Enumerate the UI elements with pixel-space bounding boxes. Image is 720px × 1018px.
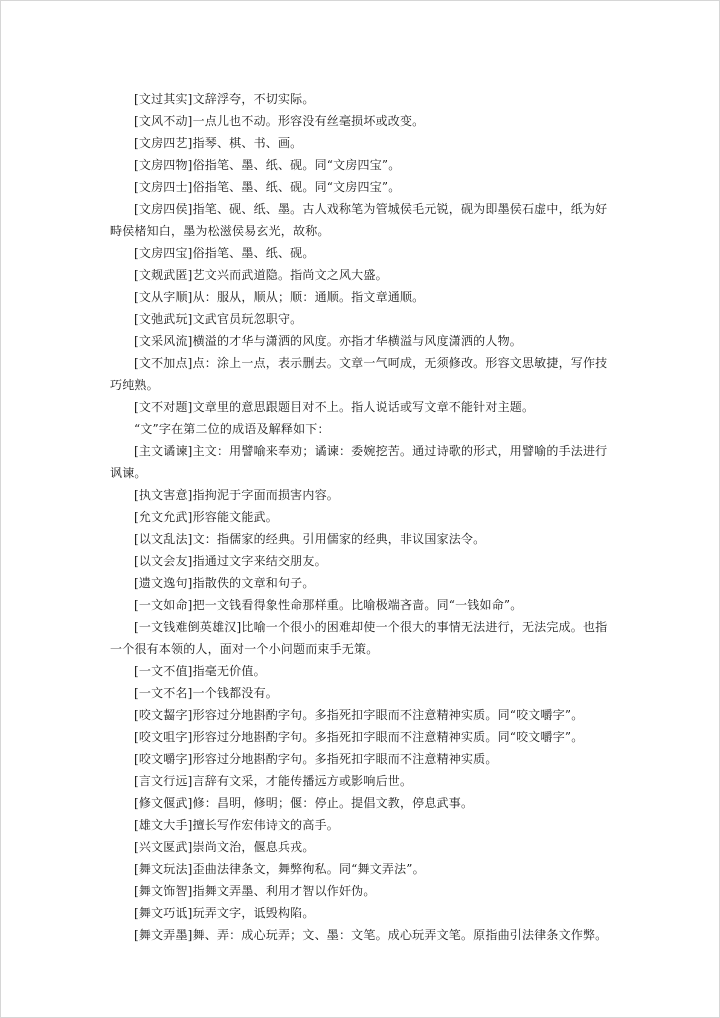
entry: [文房四士]俗指笔、墨、纸、砚。同“文房四宝”。 <box>134 180 401 194</box>
entry: [雄文大手]擅长写作宏伟诗文的高手。 <box>134 818 339 832</box>
entry: [咬文咀字]形容过分地斟酌字句。多指死扣字眼而不注意精神实质。同“咬文嚼字”。 <box>134 730 584 744</box>
entry: [遗文逸句]指散佚的文章和句子。 <box>134 576 315 590</box>
entry: [一文钱难倒英雄汉]比喻一个很小的困难却使一个很大的事情无法进行，无法完成。也指一个很有本领的人，面对一个小问题而束手无策。 <box>110 620 608 656</box>
entry: [文觌武匿]艺文兴而武道隐。指尚文之风大盛。 <box>134 268 388 282</box>
entry: [文过其实]文辞浮夸，不切实际。 <box>134 92 315 106</box>
entry: [文采风流]横溢的才华与潇洒的风度。亦指才华横溢与风度潇洒的人物。 <box>134 334 522 348</box>
entry: [言文行远]言辞有文采，才能传播远方或影响后世。 <box>134 774 413 788</box>
entry: [文房四侯]指笔、砚、纸、墨。古人戏称笔为管城侯毛元锐，砚为即墨侯石虚中，纸为好畤侯楮知白，墨为松滋侯易玄光，故称。 <box>110 202 608 238</box>
entry: [一文不值]指毫无价值。 <box>134 664 266 678</box>
entry: [以文会友]指通过文字来结交朋友。 <box>134 554 327 568</box>
entry: [主文谲谏]主文：用譬喻来奉劝；谲谏：委婉挖苦。通过诗歌的形式，用譬喻的手法进行讽谏。 <box>110 444 608 480</box>
entry: [修文偃武]修：昌明，修明；偃：停止。提倡文教，停息武事。 <box>134 796 474 810</box>
entry: [咬文齧字]形容过分地斟酌字句。多指死扣字眼而不注意精神实质。同“咬文嚼字”。 <box>134 708 584 722</box>
section-intro: “文”字在第二位的成语及解释如下： <box>134 422 330 436</box>
entry: [一文不名]一个钱都没有。 <box>134 686 278 700</box>
entry: [一文如命]把一文钱看得象性命那样重。比喻极端吝啬。同“一钱如命”。 <box>134 598 523 612</box>
entry: [文房四艺]指琴、棋、书、画。 <box>134 136 303 150</box>
entry: [文风不动]一点儿也不动。形容没有丝毫损坏或改变。 <box>134 114 425 128</box>
entry: [舞文弄墨]舞、弄：成心玩弄；文、墨：文笔。成心玩弄文笔。原指曲引法律条文作弊。 <box>134 928 608 942</box>
entry: [咬文嚼字]形容过分地斟酌字句。多指死扣字眼而不注意精神实质。 <box>134 752 498 766</box>
entry: [兴文匽武]崇尚文治，偃息兵戎。 <box>134 840 315 854</box>
entry: [舞文巧诋]玩弄文字，诋毁构陷。 <box>134 906 315 920</box>
entry: [以文乱法]文：指儒家的经典。引用儒家的经典，非议国家法令。 <box>134 532 486 546</box>
entry: [舞文饰智]指舞文弄墨、利用才智以作奸伪。 <box>134 884 376 898</box>
entry: [文弛武玩]文武官员玩忽职守。 <box>134 312 303 326</box>
entry: [文不加点]点：涂上一点，表示删去。文章一气呵成，无须修改。形容文思敏捷，写作技巧纯熟。 <box>110 356 608 392</box>
entry: [文从字顺]从：服从，顺从；顺：通顺。指文章通顺。 <box>134 290 425 304</box>
entry: [执文害意]指拘泥于字面而损害内容。 <box>134 488 339 502</box>
entry: [文不对题]文章里的意思跟题目对不上。指人说话或写文章不能针对主题。 <box>134 400 535 414</box>
entry: [文房四物]俗指笔、墨、纸、砚。同“文房四宝”。 <box>134 158 401 172</box>
entry: [允文允武]形容能文能武。 <box>134 510 278 524</box>
document-body <box>110 88 612 946</box>
entry: [舞文玩法]歪曲法律条文，舞弊徇私。同“舞文弄法”。 <box>134 862 425 876</box>
entry: [文房四宝]俗指笔、墨、纸、砚。 <box>134 246 315 260</box>
